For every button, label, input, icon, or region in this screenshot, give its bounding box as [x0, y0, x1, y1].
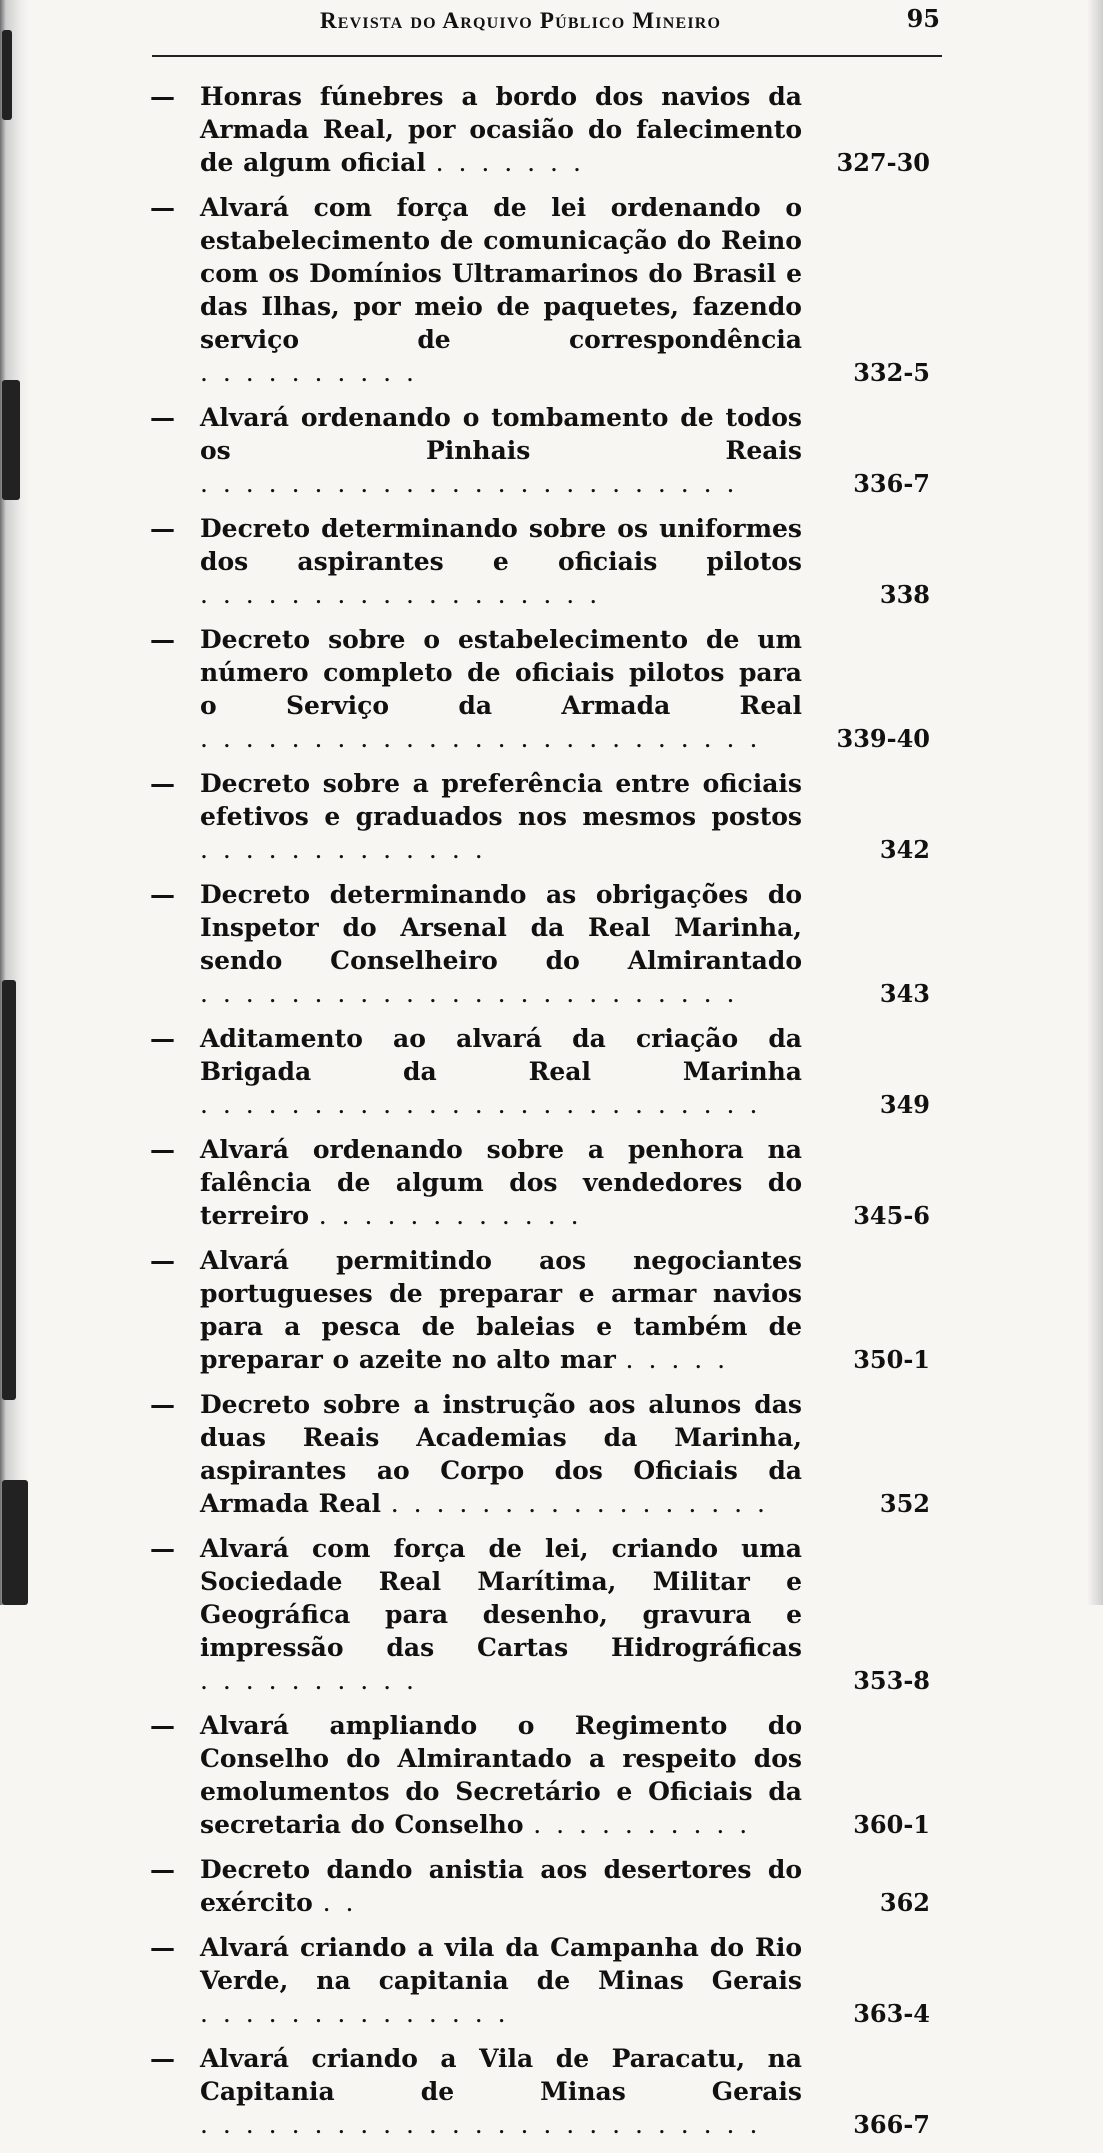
entry-title: Decreto determinando as obrigações do Inspetor do Arsenal da Real Marinha, sendo Conselheiro do Almirantado: [200, 880, 802, 975]
entry-dash: —: [150, 2044, 175, 2073]
entry-title: Alvará criando a Vila de Paracatu, na Capitania de Minas Gerais: [200, 2044, 802, 2106]
entry-dash: —: [150, 514, 175, 543]
entry-pages: 343: [879, 979, 930, 1008]
dot-leader: . . . . . . . . . . . .: [318, 1201, 582, 1230]
entry-dash: —: [150, 880, 175, 909]
entry-text: [200, 1853, 802, 1919]
entry-title: Decreto sobre a instrução aos alunos das duas Reais Academias da Marinha, aspirantes ao Corpo dos Oficiais da Armada Real: [200, 1390, 802, 1518]
entry-dash: —: [150, 1024, 175, 1053]
entry-text: [200, 1022, 802, 1121]
index-entry: [150, 80, 940, 179]
index-entry: [150, 1532, 940, 1697]
index-entry: [150, 767, 940, 866]
dot-leader: . . . . . . . . . . . . . . . . .: [390, 1489, 768, 1518]
entry-title: Alvará com força de lei, criando uma Sociedade Real Marítima, Militar e Geográfica para desenho, gravura e impressão das Cartas Hidrográficas: [200, 1534, 802, 1662]
entry-text: [200, 2042, 802, 2141]
entry-pages: 352: [879, 1489, 930, 1518]
binding-shadow-mark: [2, 980, 16, 1400]
entry-dash: —: [150, 625, 175, 654]
page-right-edge: [1087, 0, 1103, 1605]
entry-pages: 342: [879, 835, 930, 864]
dot-leader: . . . . .: [625, 1345, 729, 1374]
entry-text: [200, 512, 802, 611]
entry-title: Alvará ordenando sobre a penhora na falência de algum dos vendedores do terreiro: [200, 1135, 802, 1230]
entry-text: [200, 191, 802, 389]
entry-text: [200, 878, 802, 1010]
dot-leader: . . . . . . . . . . . . . . . . . .: [200, 580, 601, 609]
entry-pages: 363-4: [853, 1999, 930, 2028]
entry-pages: 353-8: [853, 1666, 930, 1695]
entry-dash: —: [150, 403, 175, 432]
entry-dash: —: [150, 193, 175, 222]
entry-title: Decreto dando anistia aos desertores do exército: [200, 1855, 802, 1917]
entry-dash: —: [150, 1855, 175, 1884]
entry-title: Alvará ordenando o tombamento de todos os Pinhais Reais: [200, 403, 802, 465]
entry-text: [200, 1244, 802, 1376]
entry-title: Decreto sobre a preferência entre oficiais efetivos e graduados nos mesmos postos: [200, 769, 802, 831]
dot-leader: . . . . . . . . . . . . . . . . . . . . . . . . .: [200, 2110, 761, 2139]
entry-pages: 349: [879, 1090, 930, 1119]
page-number: 95: [906, 4, 940, 33]
index-entry: [150, 1022, 940, 1121]
entry-title: Honras fúnebres a bordo dos navios da Armada Real, por ocasião do falecimento de algum oficial: [200, 82, 802, 177]
entry-pages: 336-7: [853, 469, 930, 498]
entry-dash: —: [150, 1534, 175, 1563]
entry-text: [200, 401, 802, 500]
entry-text: [200, 80, 802, 179]
entry-title: Decreto sobre o estabelecimento de um número completo de oficiais pilotos para o Serviço da Armada Real: [200, 625, 802, 720]
entry-dash: —: [150, 1711, 175, 1740]
entry-title: Decreto determinando sobre os uniformes dos aspirantes e oficiais pilotos: [200, 514, 802, 576]
binding-shadow-mark: [2, 1480, 28, 1605]
entry-title: Alvará permitindo aos negociantes portugueses de preparar e armar navios para a pesca de baleias e também de preparar o azeite no alto mar: [200, 1246, 802, 1374]
entry-pages: 345-6: [853, 1201, 930, 1230]
entry-title: Aditamento ao alvará da criação da Brigada da Real Marinha: [200, 1024, 802, 1086]
entry-text: [200, 1931, 802, 2030]
entry-text: [200, 1388, 802, 1520]
dot-leader: . . . . . . . . . . . . . . . . . . . . . . . . .: [200, 1090, 761, 1119]
index-entry: [150, 1388, 940, 1520]
entry-pages: 339-40: [836, 724, 930, 753]
index-entry: [150, 401, 940, 500]
index-entry: [150, 512, 940, 611]
index-entry: [150, 1931, 940, 2030]
entry-pages: 338: [879, 580, 930, 609]
dot-leader: . . . . . . . . . .: [533, 1810, 751, 1839]
entry-pages: 360-1: [853, 1810, 930, 1839]
entry-text: [200, 623, 802, 755]
index-entries: [150, 80, 940, 2153]
entry-dash: —: [150, 1246, 175, 1275]
entry-pages: 366-7: [853, 2110, 930, 2139]
entry-pages: 350-1: [853, 1345, 930, 1374]
index-entry: [150, 1709, 940, 1841]
entry-title: Alvará criando a vila da Campanha do Rio Verde, na capitania de Minas Gerais: [200, 1933, 802, 1995]
index-entry: [150, 1244, 940, 1376]
entry-title: Alvará com força de lei ordenando o estabelecimento de comunicação do Reino com os Domínios Ultramarinos do Brasil e das Ilhas, por meio de paquetes, fazendo serviço de correspondência: [200, 193, 802, 354]
entry-pages: 327-30: [836, 148, 930, 177]
entry-title: Alvará ampliando o Regimento do Conselho do Almirantado a respeito dos emolumentos do Secretário e Oficiais da secretaria do Conselho: [200, 1711, 802, 1839]
running-title: Revista do Arquivo Público Mineiro: [320, 8, 722, 33]
entry-dash: —: [150, 82, 175, 111]
binding-shadow-mark: [2, 30, 12, 120]
entry-pages: 362: [879, 1888, 930, 1917]
index-entry: [150, 878, 940, 1010]
dot-leader: . . . . . . . . . . . . .: [200, 835, 486, 864]
header-rule: [152, 55, 942, 57]
index-entry: [150, 1133, 940, 1232]
entry-dash: —: [150, 1933, 175, 1962]
dot-leader: . . . . . . . . . .: [200, 1666, 417, 1695]
index-entry: [150, 1853, 940, 1919]
page-header: [150, 0, 940, 44]
entry-text: [200, 1709, 802, 1841]
entry-text: [200, 767, 802, 866]
entry-dash: —: [150, 1135, 175, 1164]
entry-pages: 332-5: [853, 358, 930, 387]
dot-leader: . . . . . . . . . . . . . .: [200, 1999, 509, 2028]
dot-leader: . . . . . . .: [435, 148, 584, 177]
index-entry: [150, 191, 940, 389]
entry-text: [200, 1532, 802, 1697]
entry-text: [200, 1133, 802, 1232]
binding-shadow-mark: [2, 380, 20, 500]
dot-leader: . . . . . . . . . .: [200, 358, 417, 387]
dot-leader: . . . . . . . . . . . . . . . . . . . . . . . . .: [200, 724, 761, 753]
dot-leader: . . . . . . . . . . . . . . . . . . . . . . . .: [200, 469, 738, 498]
entry-dash: —: [150, 1390, 175, 1419]
index-entry: [150, 623, 940, 755]
dot-leader: . .: [322, 1888, 357, 1917]
entry-dash: —: [150, 769, 175, 798]
dot-leader: . . . . . . . . . . . . . . . . . . . . . . . .: [200, 979, 738, 1008]
index-entry: [150, 2042, 940, 2141]
